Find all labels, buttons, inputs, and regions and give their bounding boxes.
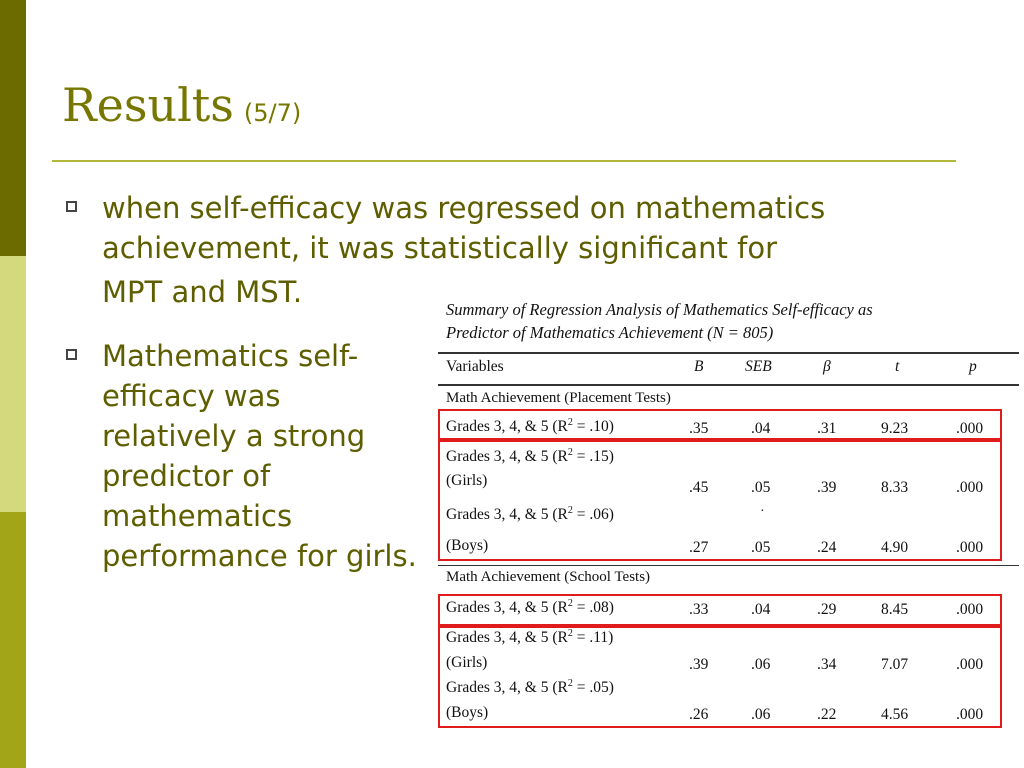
slide-title-sub: (5/7) (243, 99, 302, 127)
bullet-square-icon (66, 201, 77, 212)
highlight-box-placement-gender (438, 440, 1002, 561)
section-title-placement: Math Achievement (Placement Tests) (446, 390, 671, 406)
header-beta: β (823, 358, 831, 375)
bullet-2-text: Mathematics self-efficacy was relatively a strong predictor of mathematics performance for girls. (102, 339, 417, 573)
cell-beta: .29 (817, 601, 837, 618)
bullet-1-line-2: achievement, it was statistically significant for (102, 231, 778, 265)
stray-mark: · (760, 504, 765, 519)
cell-beta: .39 (817, 479, 837, 496)
bullet-1-line-3: MPT and MST. (102, 275, 303, 309)
cell-b: .35 (689, 420, 709, 437)
cell-seb: .05 (751, 479, 771, 496)
header-seb: SEB (745, 358, 772, 375)
header-variables: Variables (446, 358, 504, 375)
bullet-1-line-1: when self-efficacy was regressed on mathematics (102, 191, 826, 225)
header-p: p (969, 358, 977, 375)
bullet-2 (102, 336, 422, 576)
bullet-square-icon (66, 349, 77, 360)
highlight-box-school-gender (438, 626, 1002, 728)
row-sublabel: (Girls) (446, 472, 488, 489)
header-b: B (694, 358, 704, 375)
cell-seb: .06 (751, 656, 771, 673)
slide-title (62, 78, 302, 132)
cell-p: .000 (956, 601, 984, 618)
row-sublabel: (Boys) (446, 704, 489, 721)
cell-beta: .24 (817, 539, 837, 556)
cell-t: 8.45 (881, 601, 909, 618)
side-bar-bottom (0, 512, 26, 768)
title-divider (52, 160, 956, 162)
side-bar-middle (0, 256, 26, 512)
cell-p: .000 (956, 656, 984, 673)
cell-t: 7.07 (881, 656, 909, 673)
cell-seb: .04 (751, 601, 771, 618)
cell-b: .39 (689, 656, 709, 673)
row-label: Grades 3, 4, & 5 $(R^2 = .15)$ (446, 446, 614, 465)
cell-b: .33 (689, 601, 709, 618)
cell-p: .000 (956, 539, 984, 556)
cell-beta: .31 (817, 420, 837, 437)
cell-t: 9.23 (881, 420, 909, 437)
cell-b: .27 (689, 539, 709, 556)
row-sublabel: (Girls) (446, 654, 488, 671)
cell-beta: .34 (817, 656, 837, 673)
cell-t: 8.33 (881, 479, 909, 496)
row-label: Grades 3, 4, & 5 $(R^2 = .06)$ (446, 504, 614, 523)
table-rule-section (438, 565, 1019, 566)
table-rule-top (438, 352, 1019, 354)
cell-b: .45 (689, 479, 709, 496)
highlight-box-placement-overall (438, 409, 1002, 440)
row-sublabel: (Boys) (446, 537, 489, 554)
cell-p: .000 (956, 420, 984, 437)
cell-seb: .05 (751, 539, 771, 556)
table-caption-line-1: Summary of Regression Analysis of Mathematics Self-efficacy as (446, 300, 873, 319)
side-bar-top (0, 0, 26, 256)
cell-t: 4.90 (881, 539, 909, 556)
row-label: Grades 3, 4, & 5 $(R^2 = .10)$ (446, 416, 614, 435)
table-rule-header (438, 384, 1019, 386)
row-label: Grades 3, 4, & 5 $(R^2 = .08)$ (446, 597, 614, 616)
cell-seb: .04 (751, 420, 771, 437)
table-caption (446, 298, 1016, 344)
regression-table (434, 290, 1019, 730)
row-label: Grades 3, 4, & 5 $(R^2 = .05)$ (446, 677, 614, 696)
cell-seb: .06 (751, 706, 771, 723)
table-caption-line-2: Predictor of Mathematics Achievement (N = 805) (446, 323, 774, 342)
cell-t: 4.56 (881, 706, 909, 723)
section-title-school: Math Achievement (School Tests) (446, 569, 651, 585)
cell-p: .000 (956, 479, 984, 496)
header-t: t (895, 358, 900, 375)
row-label: Grades 3, 4, & 5 $(R^2 = .11)$ (446, 627, 614, 646)
cell-p: .000 (956, 706, 984, 723)
highlight-box-school-overall (438, 594, 1002, 626)
cell-beta: .22 (817, 706, 837, 723)
slide-title-main: Results (62, 78, 234, 132)
cell-b: .26 (689, 706, 709, 723)
